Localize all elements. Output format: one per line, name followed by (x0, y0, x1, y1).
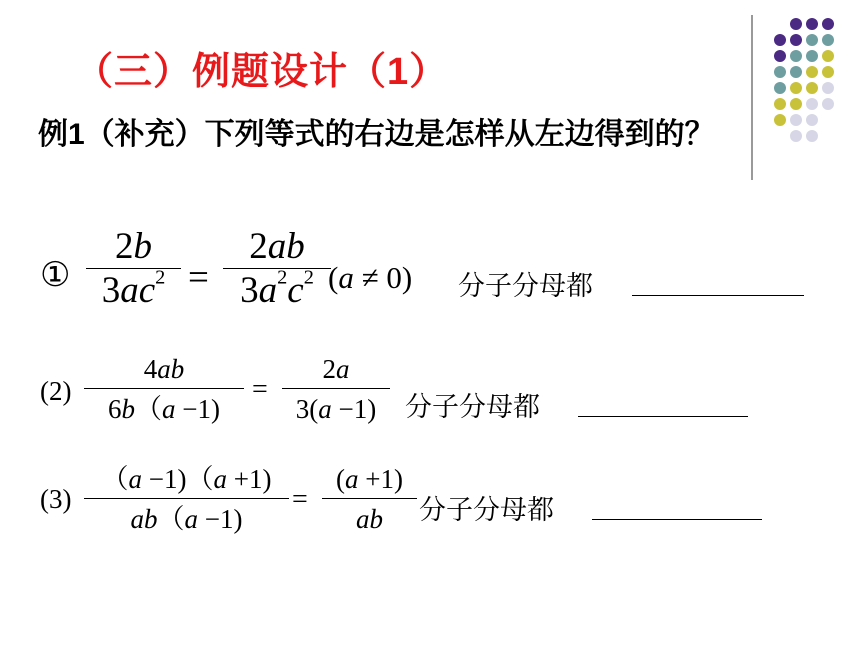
decor-dot (822, 82, 834, 94)
numerator: 4ab (143, 354, 185, 384)
decor-dot (822, 66, 834, 78)
example-1-answer-blank[interactable] (632, 295, 804, 296)
example-3-label: (3) (40, 484, 72, 514)
example-3-left-fraction (84, 460, 289, 539)
denominator: ab（a −1) (130, 504, 243, 534)
example-2-label: (2) (40, 376, 72, 406)
decor-dot (822, 98, 834, 110)
decor-dot (806, 130, 818, 142)
example-1-condition: (a ≠ 0) (328, 260, 413, 295)
decor-dot (790, 130, 802, 142)
example-2-left-fraction (84, 350, 244, 429)
decor-dot (774, 82, 786, 94)
example-3-right-fraction (322, 460, 417, 539)
decor-dot (822, 18, 834, 30)
denominator: 3(a −1) (295, 394, 377, 424)
denominator: $3a^2c^2$ (240, 266, 314, 311)
decor-dot (822, 50, 834, 62)
decor-dot (806, 98, 818, 110)
decor-dot (790, 18, 802, 30)
decor-dot (806, 114, 818, 126)
numerator: 2b (115, 226, 152, 267)
decor-dot (806, 82, 818, 94)
slide-title: （三）例题设计（1） (75, 51, 449, 93)
denominator: ab (356, 504, 383, 534)
decor-dot (790, 114, 802, 126)
equals-sign: = (188, 257, 209, 298)
denominator: 6b（a −1) (108, 394, 220, 424)
decor-dot (806, 66, 818, 78)
example-3-answer-blank[interactable] (592, 519, 762, 520)
equals-sign: = (292, 484, 308, 515)
equals-sign: = (252, 374, 268, 405)
numerator: 2a (322, 354, 350, 384)
example-3-blank-text: 分子分母都 (419, 495, 554, 526)
decor-dot (774, 66, 786, 78)
decor-dot (806, 50, 818, 62)
decor-dot (774, 114, 786, 126)
example-2-answer-blank[interactable] (578, 416, 748, 417)
example-1-blank-text: 分子分母都 (458, 271, 593, 302)
decor-dot (806, 34, 818, 46)
example-1-right-fraction (223, 225, 331, 312)
decor-dot (774, 50, 786, 62)
numerator: 2ab (249, 226, 305, 267)
question-text: 例1（补充）下列等式的右边是怎样从左边得到的？ (38, 118, 715, 151)
numerator: （a −1)（a +1) (101, 464, 272, 494)
decor-dot (790, 50, 802, 62)
denominator: $3ac^2$ (101, 266, 166, 311)
decor-dot (806, 18, 818, 30)
example-1-left-fraction (86, 225, 181, 312)
decor-dot (790, 66, 802, 78)
decor-dot (774, 98, 786, 110)
example-1-label: ① (40, 257, 71, 294)
decor-dot (822, 34, 834, 46)
numerator: (a +1) (336, 464, 403, 494)
decor-dot (774, 34, 786, 46)
decor-divider-line (751, 15, 753, 180)
decor-dot (790, 34, 802, 46)
example-2-blank-text: 分子分母都 (405, 392, 540, 423)
example-2-right-fraction (282, 350, 390, 429)
decor-dot (790, 82, 802, 94)
decor-dot (790, 98, 802, 110)
